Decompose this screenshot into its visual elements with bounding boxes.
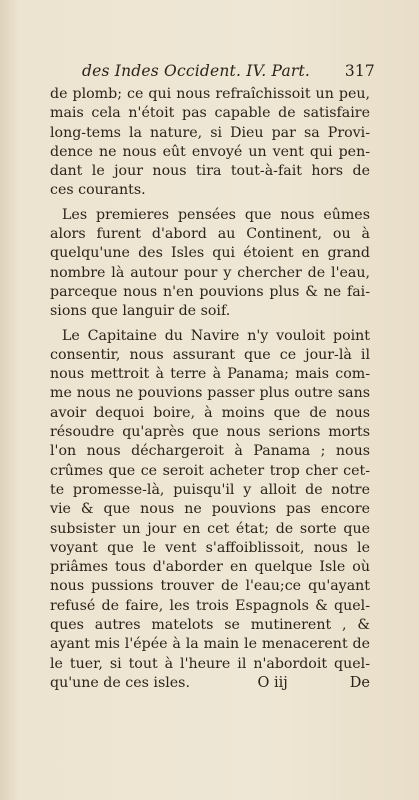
running-header bbox=[82, 62, 375, 80]
text-line: quelqu'une des Isles qui étoient en grand bbox=[50, 245, 370, 262]
text-line: mais cela n'étoit pas capable de satisfaire bbox=[50, 105, 370, 122]
text-line: parceque nous n'en pouvions plus & ne fai- bbox=[50, 283, 370, 300]
text-line: ques autres matelots se mutinerent , & bbox=[50, 617, 370, 634]
text-line: voyant que le vent s'affoiblissoit, nous le bbox=[50, 539, 370, 556]
text-line: sions que languir de soif. bbox=[50, 303, 231, 320]
text-line: nombre là autour pour y chercher de l'eau, bbox=[50, 264, 370, 281]
text-line: alors furent d'abord au Continent, ou à bbox=[50, 226, 370, 243]
text-line: Les premieres pensées que nous eûmes bbox=[62, 206, 370, 223]
catchword: De bbox=[349, 675, 370, 691]
paragraph bbox=[50, 206, 370, 322]
text-line: nous mettroit à terre à Panama; mais com- bbox=[50, 366, 370, 383]
page-footer bbox=[50, 675, 370, 691]
page-number: 317 bbox=[344, 62, 375, 80]
signature-mark: O iij bbox=[257, 675, 288, 691]
text-line: ces courants. bbox=[50, 182, 146, 199]
text-line: me nous ne pouvions passer plus outre sans bbox=[50, 385, 370, 402]
text-line: dence ne nous eût envoyé un vent qui pen- bbox=[50, 143, 370, 160]
text-line: avoir dequoi boire, à moins que de nous bbox=[50, 404, 370, 421]
text-line: le tuer, si tout à l'heure il n'abordoit quel- bbox=[50, 655, 370, 672]
text-line: résoudre qu'après que nous serions morts bbox=[50, 424, 370, 441]
text-line: de plomb; ce qui nous refraîchissoit un peu, bbox=[50, 86, 370, 102]
paragraph bbox=[50, 85, 370, 201]
text-line: nous pussions trouver de l'eau;ce qu'ayant bbox=[50, 578, 370, 595]
text-line: subsister un jour en cet état; de sorte que bbox=[50, 520, 370, 537]
text-line: consentir, nous assurant que ce jour-là il bbox=[50, 346, 370, 363]
text-line: long-tems la nature, si Dieu par sa Provi- bbox=[50, 124, 370, 141]
text-line: te promesse-là, puisqu'il y alloit de notre bbox=[50, 481, 370, 498]
text-line: Le Capitaine du Navire n'y vouloit point bbox=[62, 327, 370, 344]
text-line: dant le jour nous tira tout-à-fait hors de bbox=[50, 163, 370, 180]
text-line: l'on nous déchargeroit à Panama ; nous bbox=[50, 443, 370, 460]
paragraph bbox=[50, 327, 370, 694]
text-line: crûmes que ce seroit acheter trop cher cet- bbox=[50, 462, 370, 479]
text-line: vie & que nous ne pouvions pas encore bbox=[50, 501, 370, 518]
text-line: refusé de faire, les trois Espagnols & quel- bbox=[50, 597, 370, 614]
body-text bbox=[50, 85, 370, 693]
text-line: qu'une de ces isles. bbox=[50, 674, 190, 691]
text-line: ayant mis l'épée à la main le menacerent de bbox=[50, 636, 370, 653]
text-line: priâmes tous d'aborder en quelque Isle où bbox=[50, 559, 370, 576]
running-title: des Indes Occident. IV. Part. bbox=[82, 62, 311, 80]
